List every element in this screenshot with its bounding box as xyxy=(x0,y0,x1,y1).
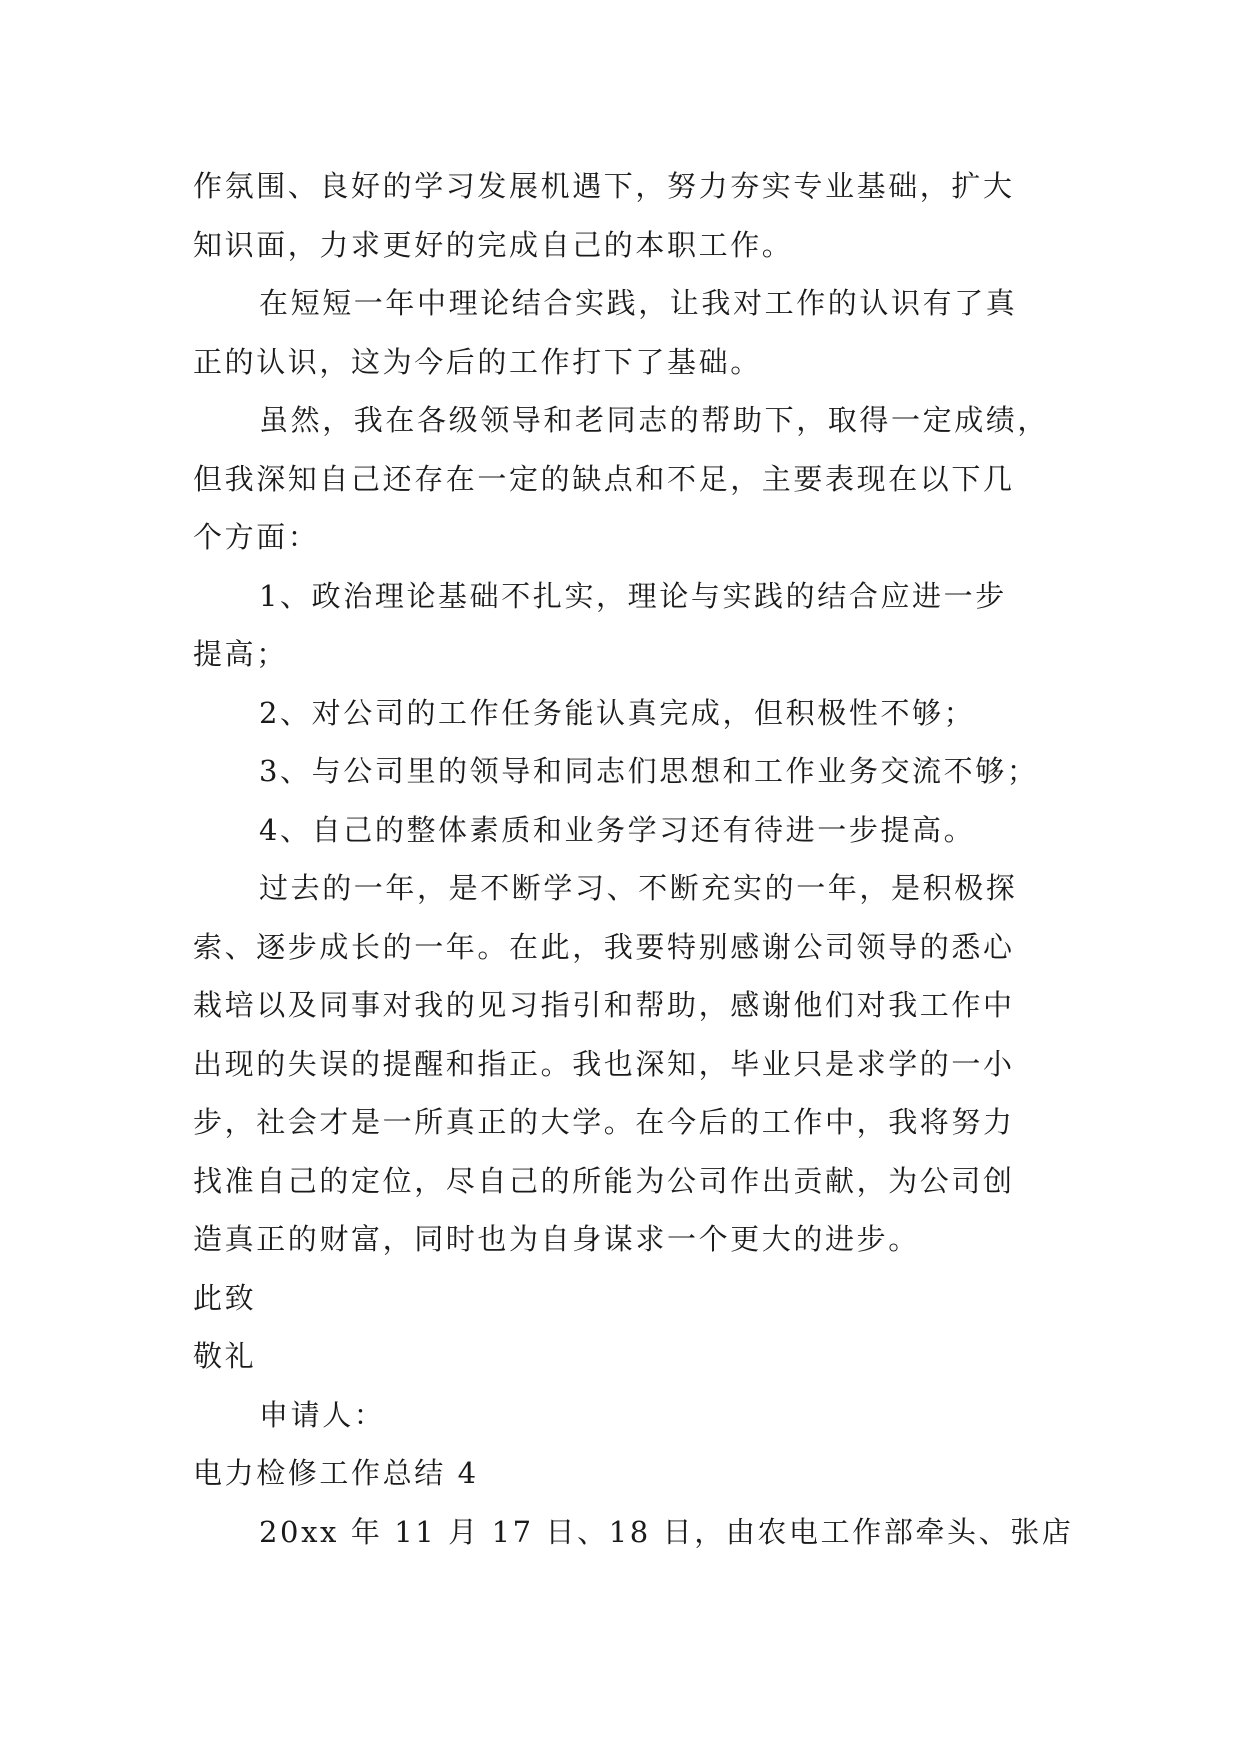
text-line: 提高； xyxy=(193,637,288,671)
text-line: 索、逐步成长的一年。在此，我要特别感谢公司领导的悉心 xyxy=(193,929,1015,964)
text-line: 知识面，力求更好的完成自己的本职工作。 xyxy=(193,227,794,262)
list-item: 1、政治理论基础不扎实，理论与实践的结合应进一步 xyxy=(259,578,1007,613)
text-line: 找准自己的定位，尽自己的所能为公司作出贡献，为公司创 xyxy=(193,1163,1015,1198)
text-line: 过去的一年，是不断学习、不断充实的一年，是积极探 xyxy=(259,871,1018,905)
text-line: 出现的失误的提醒和指正。我也深知，毕业只是求学的一小 xyxy=(193,1046,1015,1081)
text-line: 正的认识，这为今后的工作打下了基础。 xyxy=(193,344,762,379)
text-line: 个方面： xyxy=(193,520,320,554)
text-line: 虽然，我在各级领导和老同志的帮助下，取得一定成绩， xyxy=(259,403,1050,437)
text-line: 造真正的财富，同时也为自身谋求一个更大的进步。 xyxy=(193,1222,920,1256)
text-line: 步，社会才是一所真正的大学。在今后的工作中，我将努力 xyxy=(193,1105,1015,1139)
closing-salutation: 此致 xyxy=(193,1280,257,1315)
document-body xyxy=(193,157,1073,1561)
list-item: 4、自己的整体素质和业务学习还有待进一步提高。 xyxy=(259,812,976,847)
text-line: 栽培以及同事对我的见习指引和帮助，感谢他们对我工作中 xyxy=(193,988,1015,1022)
closing-regards: 敬礼 xyxy=(193,1339,257,1373)
applicant-label: 申请人： xyxy=(259,1397,386,1432)
list-item: 2、对公司的工作任务能认真完成，但积极性不够； xyxy=(259,695,976,730)
text-line: 20xx 年 11 月 17 日、18 日，由农电工作部牵头、张店 xyxy=(259,1514,1074,1549)
text-line: 在短短一年中理论结合实践，让我对工作的认识有了真 xyxy=(259,286,1018,320)
list-item: 3、与公司里的领导和同志们思想和工作业务交流不够； xyxy=(259,754,1039,788)
text-line: 但我深知自己还存在一定的缺点和不足，主要表现在以下几 xyxy=(193,461,1015,496)
text-line: 作氛围、良好的学习发展机遇下，努力夯实专业基础，扩大 xyxy=(193,169,1015,203)
section-heading: 电力检修工作总结 4 xyxy=(193,1456,479,1490)
